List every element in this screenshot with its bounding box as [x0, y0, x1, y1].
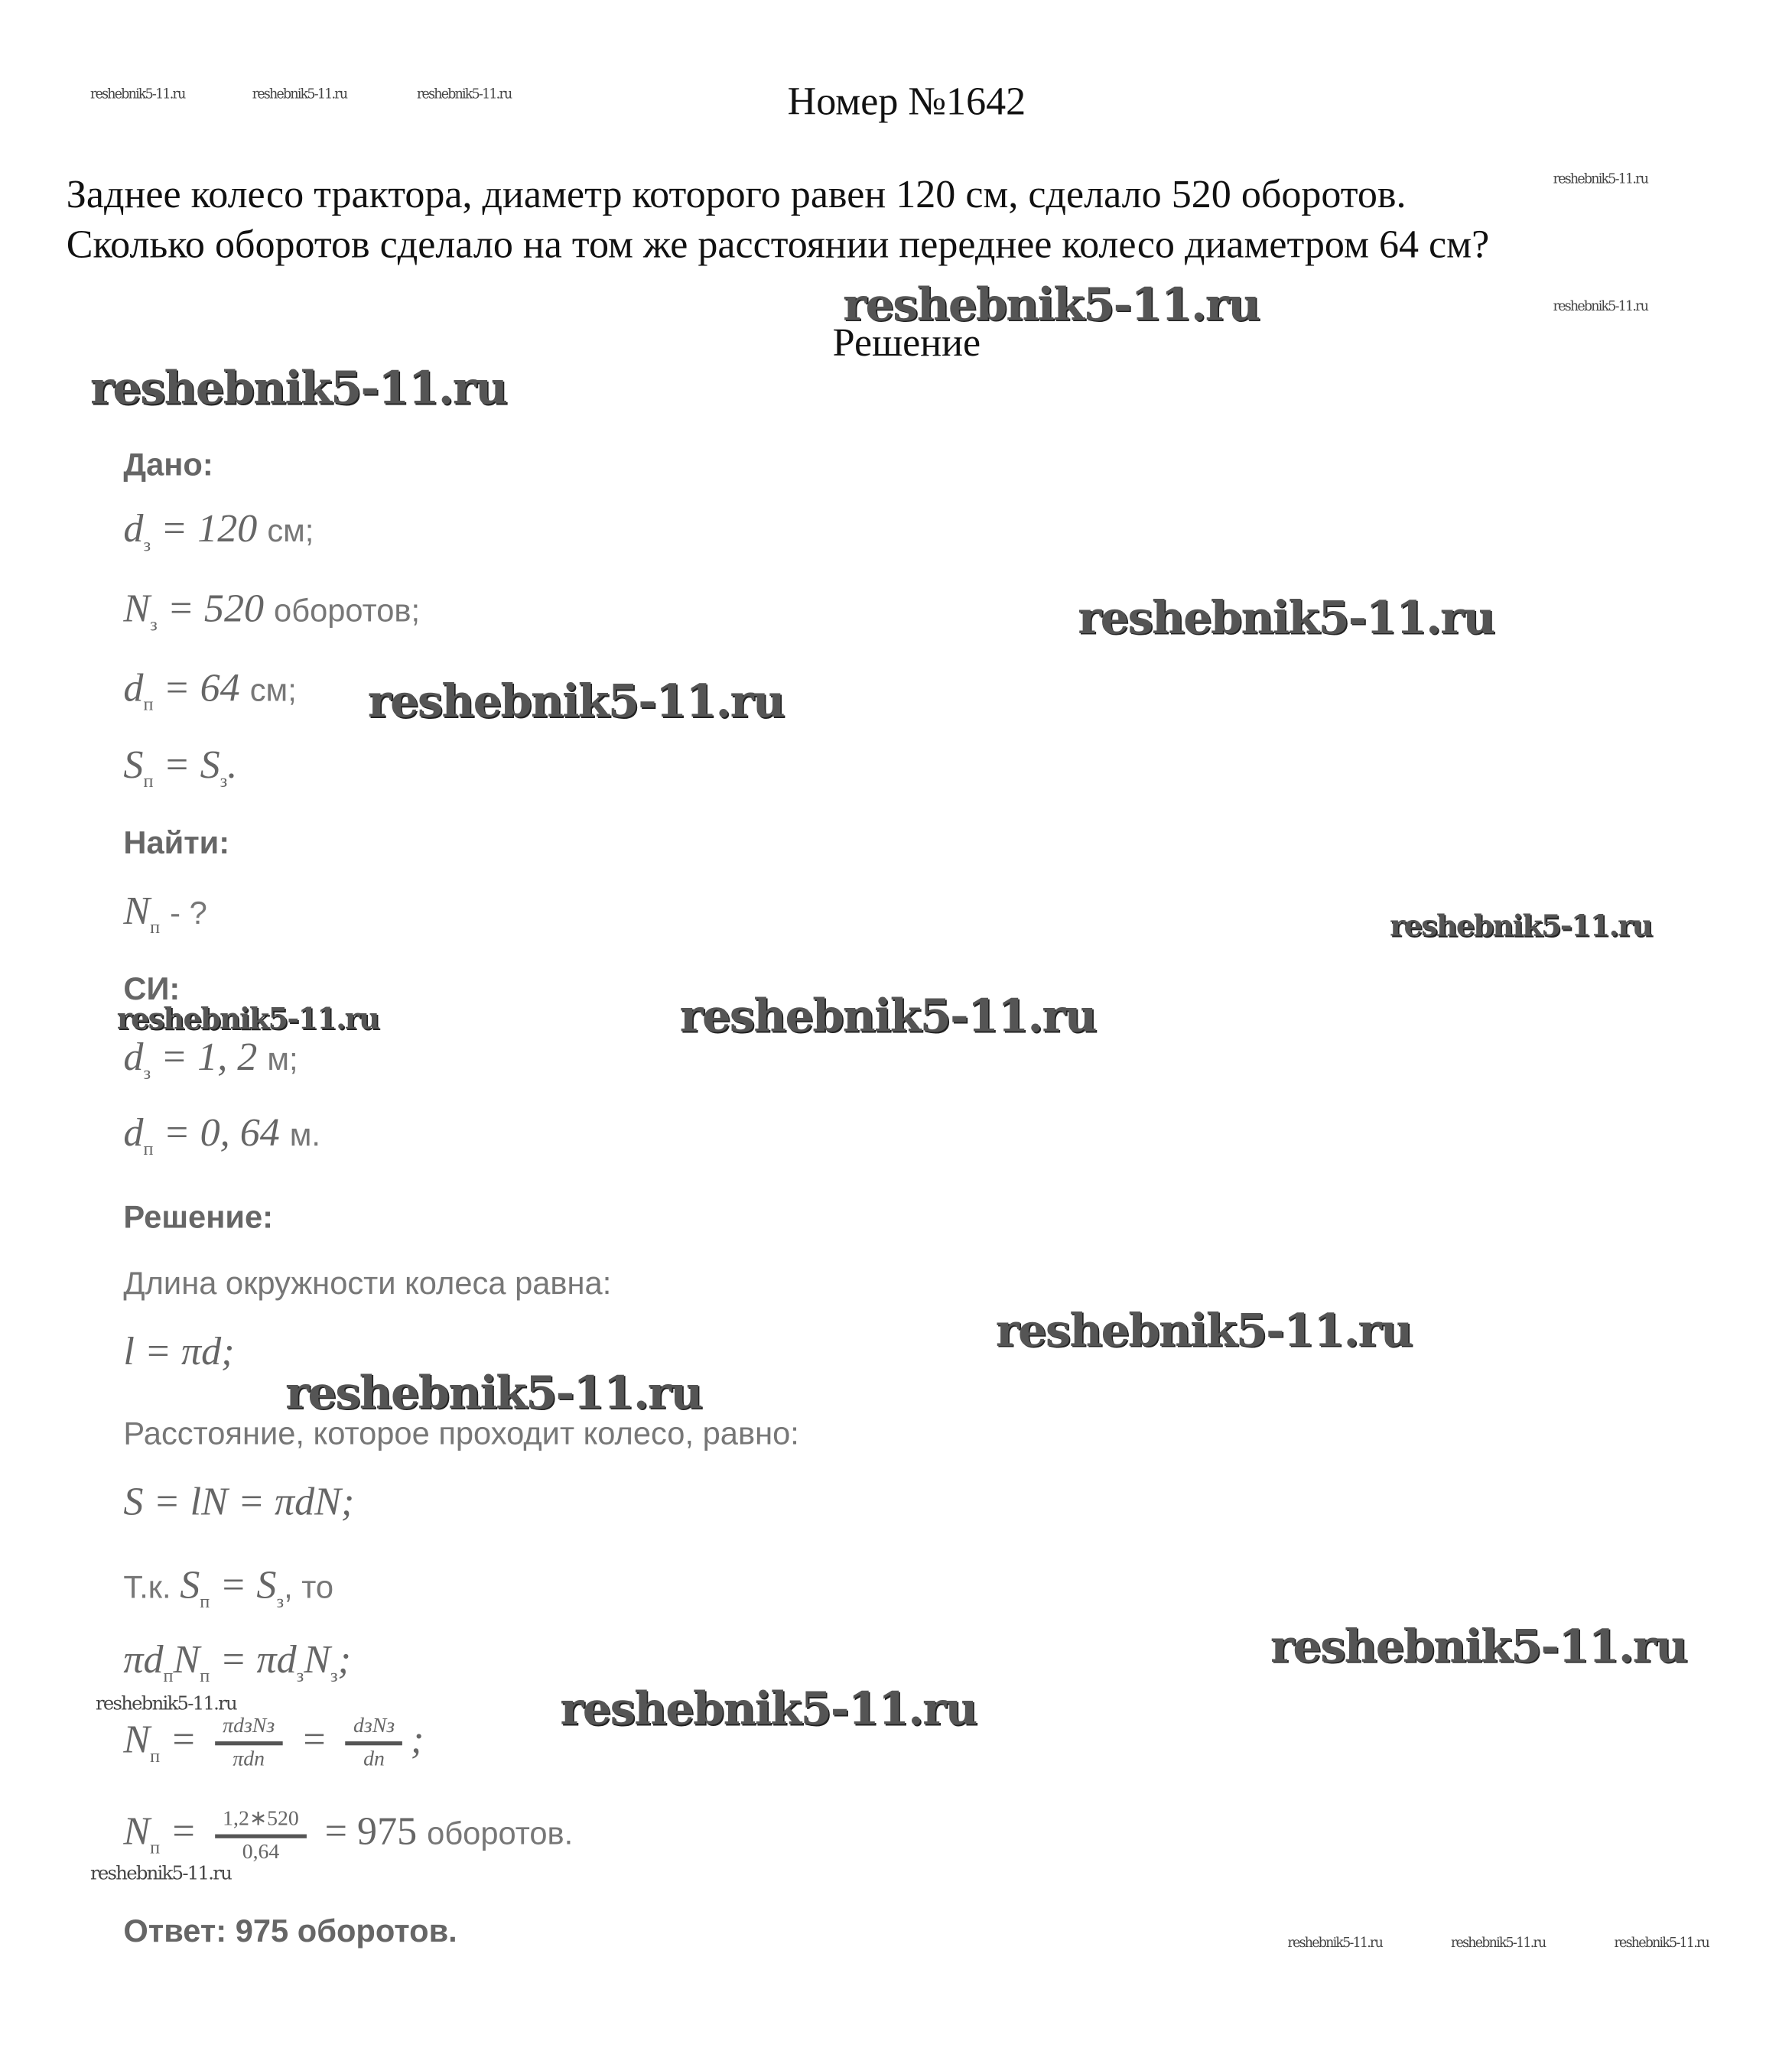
given-line: $N_з = 520$ оборотов; — [123, 587, 421, 636]
formula: $N_п$ = $\frac{1,2∗520}{0,64}$ = 975 оборотов. — [123, 1805, 573, 1864]
si-line: $d_п = 0$, 64 м. — [123, 1110, 321, 1160]
watermark: reshebnik5-11.ru — [95, 1693, 236, 1715]
problem-line-1: Заднее колесо трактора, диаметр которого равен 120 см, сделало 520 оборотов. — [66, 172, 1407, 216]
watermark: reshebnik5-11.ru — [1390, 908, 1652, 944]
page-title: Номер №1642 — [787, 80, 1026, 124]
watermark: reshebnik5-11.ru — [90, 362, 507, 416]
watermark: reshebnik5-11.ru — [560, 1682, 977, 1737]
watermark: reshebnik5-11.ru — [843, 278, 1260, 332]
find-label: Найти: — [123, 825, 230, 862]
watermark: reshebnik5-11.ru — [1078, 592, 1494, 645]
watermark: reshebnik5-11.ru — [1553, 172, 1648, 187]
watermark: reshebnik5-11.ru — [1270, 1620, 1687, 1674]
given-label: Дано: — [123, 447, 213, 483]
solution-text: Расстояние, которое проходит колесо, равно: — [123, 1416, 799, 1452]
watermark: reshebnik5-11.ru — [116, 1002, 379, 1037]
watermark: reshebnik5-11.ru — [1553, 300, 1648, 315]
formula: $\pi d_пN_п = \pi d_зN_з$; — [123, 1637, 351, 1687]
formula: $N_п$ = $\frac{\text{πdзNз}}{\text{πdп}}$ = $\frac{\text{dзNз}}{dп}$ ; — [123, 1715, 424, 1771]
solution-text: Т.к. $S_п = S_з$, то — [123, 1563, 334, 1613]
problem-line-2: Сколько оборотов сделало на том же расстоянии переднее колесо диаметром 64 см? — [66, 223, 1490, 267]
answer: Ответ: 975 оборотов. — [123, 1913, 457, 1950]
watermark: reshebnik5-11.ru — [367, 675, 784, 729]
si-label: СИ: — [123, 971, 181, 1008]
watermark: reshebnik5-11.ru — [995, 1305, 1412, 1358]
find-line: $N_п$ - ? — [123, 889, 207, 939]
watermark: reshebnik5-11.ru — [90, 87, 185, 102]
solution-label: Решение: — [123, 1199, 274, 1236]
given-line: $d_п = 64$ см; — [123, 666, 297, 716]
formula: l = πd; — [123, 1330, 235, 1374]
given-line: $S_п = S_з$. — [123, 743, 238, 793]
solution-text: Длина окружности колеса равна: — [123, 1266, 612, 1302]
watermark: reshebnik5-11.ru — [1287, 1936, 1383, 1952]
watermark: reshebnik5-11.ru — [252, 87, 347, 102]
solution-heading: Решение — [832, 321, 981, 366]
watermark: reshebnik5-11.ru — [679, 990, 1096, 1044]
watermark: reshebnik5-11.ru — [416, 87, 512, 102]
watermark: reshebnik5-11.ru — [1614, 1936, 1709, 1952]
formula: S = lN = πdN; — [123, 1480, 355, 1524]
watermark: reshebnik5-11.ru — [285, 1367, 702, 1421]
watermark: reshebnik5-11.ru — [90, 1863, 232, 1885]
si-line: $d_з = 1$, 2 м; — [123, 1035, 298, 1084]
watermark: reshebnik5-11.ru — [1451, 1936, 1546, 1952]
given-line: $d_з = 120$ см; — [123, 506, 314, 557]
